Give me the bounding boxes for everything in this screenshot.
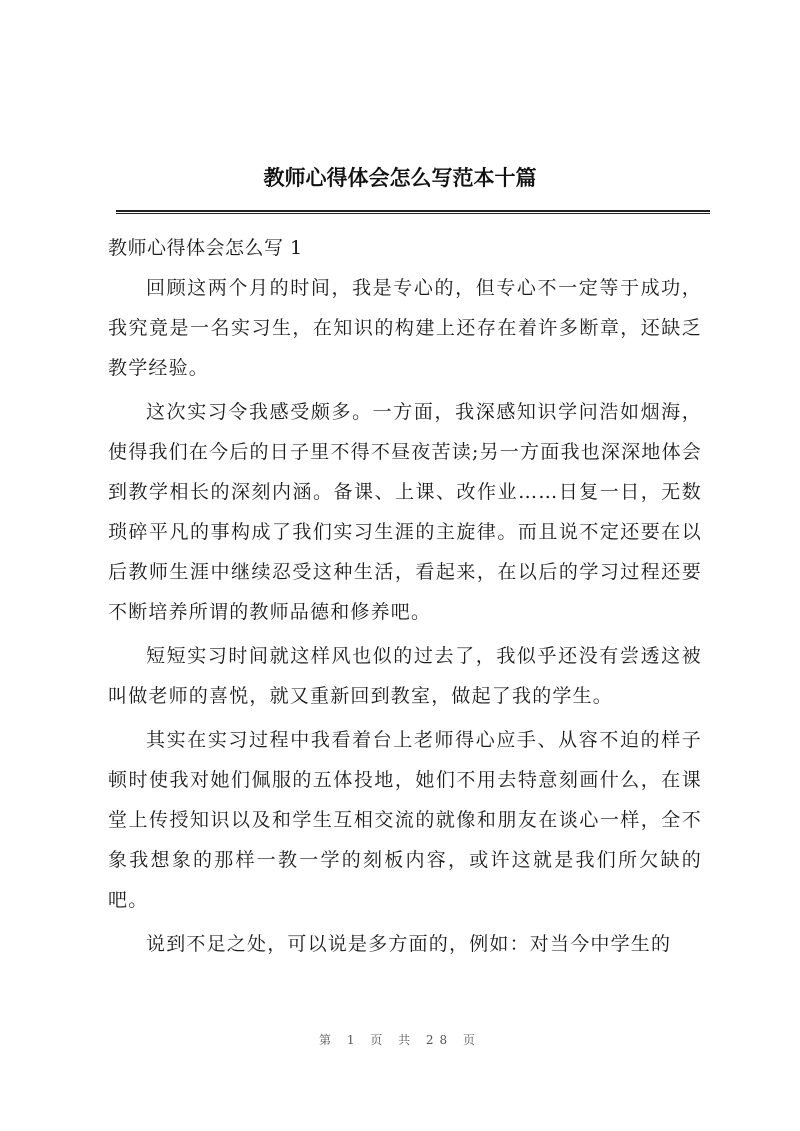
paragraph-3: 短短实习时间就这样风也似的过去了，我似乎还没有尝透这被叫做老师的喜悦，就又重新回到教室，做起了我的学生。 (108, 645, 702, 707)
title-divider (116, 210, 710, 214)
paragraph-5: 说到不足之处，可以说是多方面的，例如：对当今中学生的 (146, 933, 672, 955)
document-title: 教师心得体会怎么写范本十篇 (263, 166, 537, 190)
paragraph-4: 其实在实习过程中我看着台上老师得心应手、从容不迫的样子顿时使我对她们佩服的五体投地，她们不用去特意刻画什么，在课堂上传授知识以及和学生互相交流的就像和朋友在谈心一样，全不象我想象的那样一教一学的刻板内容，或许这就是我们所欠缺的吧。 (108, 729, 702, 911)
paragraph-1: 回顾这两个月的时间，我是专心的，但专心不一定等于成功，我究竟是一名实习生，在知识的构建上还存在着许多断章，还缺乏教学经验。 (108, 277, 702, 379)
document-body (108, 228, 702, 968)
paragraph-2: 这次实习令我感受颇多。一方面，我深感知识学问浩如烟海，使得我们在今后的日子里不得不昼夜苦读;另一方面我也深深地体会到教学相长的深刻内涵。备课、上课、改作业……日复一日，无数琐碎平凡的事构成了我们实习生涯的主旋律。而且说不定还要在以后教师生涯中继续忍受这种生活，看起来，在以后的学习过程还要不断培养所谓的教师品德和修养吧。 (108, 401, 702, 623)
section-heading: 教师心得体会怎么写 1 (108, 237, 303, 259)
page-footer: 第 1 页 共 28 页 (319, 1033, 481, 1047)
